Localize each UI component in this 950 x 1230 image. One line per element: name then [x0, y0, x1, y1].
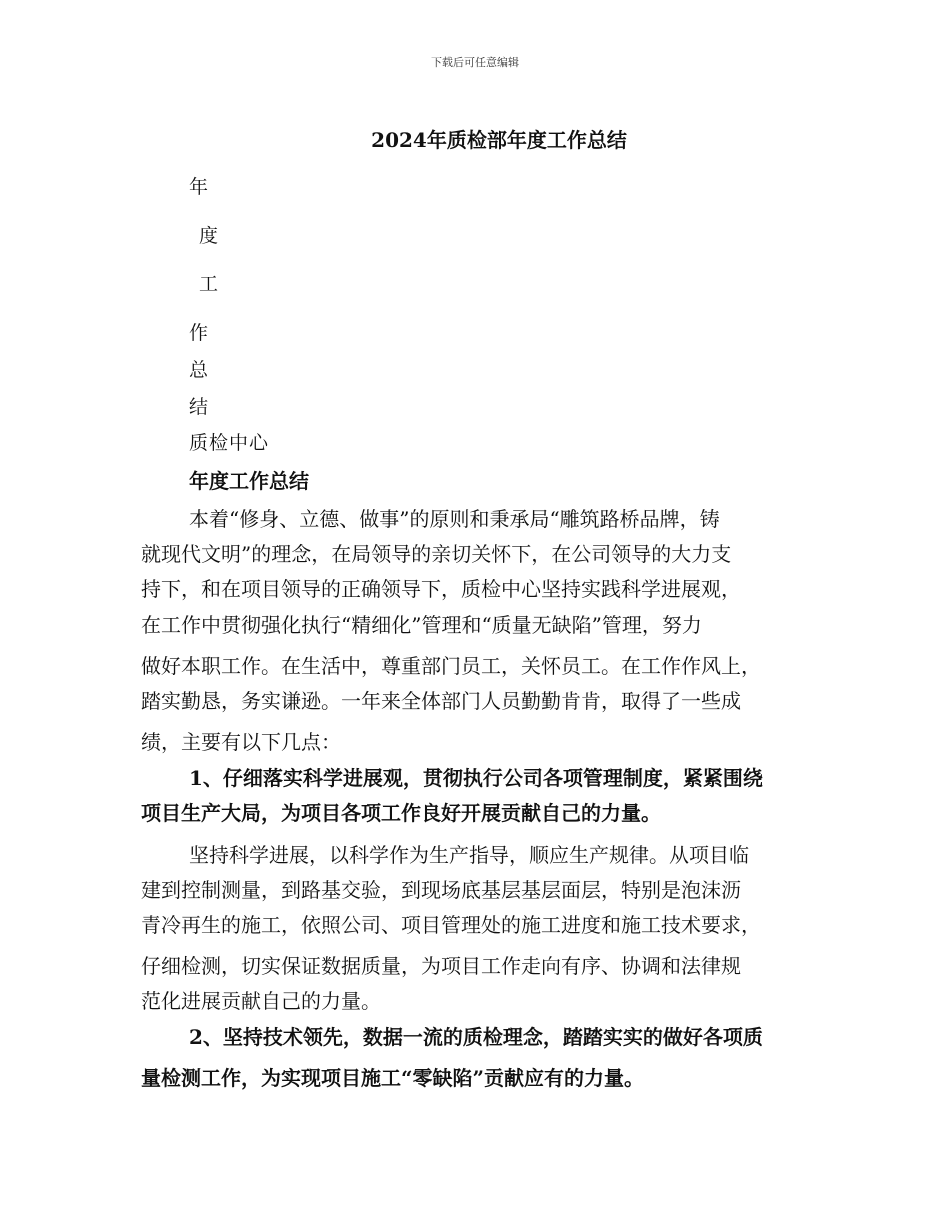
paragraph-line: 范化进展贡献自己的力量。 [141, 989, 381, 1013]
section-subtitle: 年度工作总结 [189, 469, 309, 493]
paragraph-line: 踏实勤恳，务实谦逊。一年来全体部门人员勤勤肯肯，取得了一些成 [141, 689, 741, 713]
paragraph-line: 建到控制测量，到路基交验，到现场底基层基层面层，特别是泡沫沥 [141, 878, 741, 902]
department-name: 质检中心 [189, 432, 270, 454]
paragraph-line: 坚持科学进展，以科学作为生产指导，顺应生产规律。从项目临 [189, 843, 749, 867]
vertical-char-3: 工 [199, 273, 219, 295]
vertical-char-1: 年 [189, 176, 209, 198]
vertical-char-5: 总 [189, 359, 209, 381]
heading-line: 2、坚持技术领先，数据一流的质检理念，踏踏实实的做好各项质 [189, 1025, 763, 1049]
vertical-char-4: 作 [189, 322, 209, 344]
paragraph-line: 在工作中贯彻强化执行“精细化”管理和“质量无缺陷”管理，努力 [141, 613, 702, 637]
paragraph-line: 做好本职工作。在生活中，尊重部门员工，关怀员工。在工作作风上， [141, 654, 761, 678]
paragraph-line: 就现代文明”的理念，在局领导的亲切关怀下，在公司领导的大力支 [141, 542, 732, 566]
vertical-char-2: 度 [199, 225, 219, 247]
header-note: 下载后可任意编辑 [431, 56, 519, 69]
paragraph-line: 本着“修身、立德、做事”的原则和秉承局“雕筑路桥品牌，铸 [189, 507, 720, 531]
paragraph-line: 绩，主要有以下几点： [141, 730, 341, 754]
vertical-char-6: 结 [189, 396, 209, 418]
paragraph-line: 仔细检测，切实保证数据质量，为项目工作走向有序、协调和法律规 [141, 954, 741, 978]
heading-line: 项目生产大局，为项目各项工作良好开展贡献自己的力量。 [141, 801, 661, 825]
document-title: 2024年质检部年度工作总结 [371, 128, 627, 152]
heading-line: 1、仔细落实科学进展观，贯彻执行公司各项管理制度，紧紧围绕 [189, 766, 763, 790]
paragraph-line: 青冷再生的施工，依照公司、项目管理处的施工进度和施工技术要求， [141, 913, 761, 937]
paragraph-line: 持下，和在项目领导的正确领导下，质检中心坚持实践科学进展观， [141, 577, 741, 601]
heading-line: 量检测工作，为实现项目施工“零缺陷”贡献应有的力量。 [141, 1066, 645, 1090]
